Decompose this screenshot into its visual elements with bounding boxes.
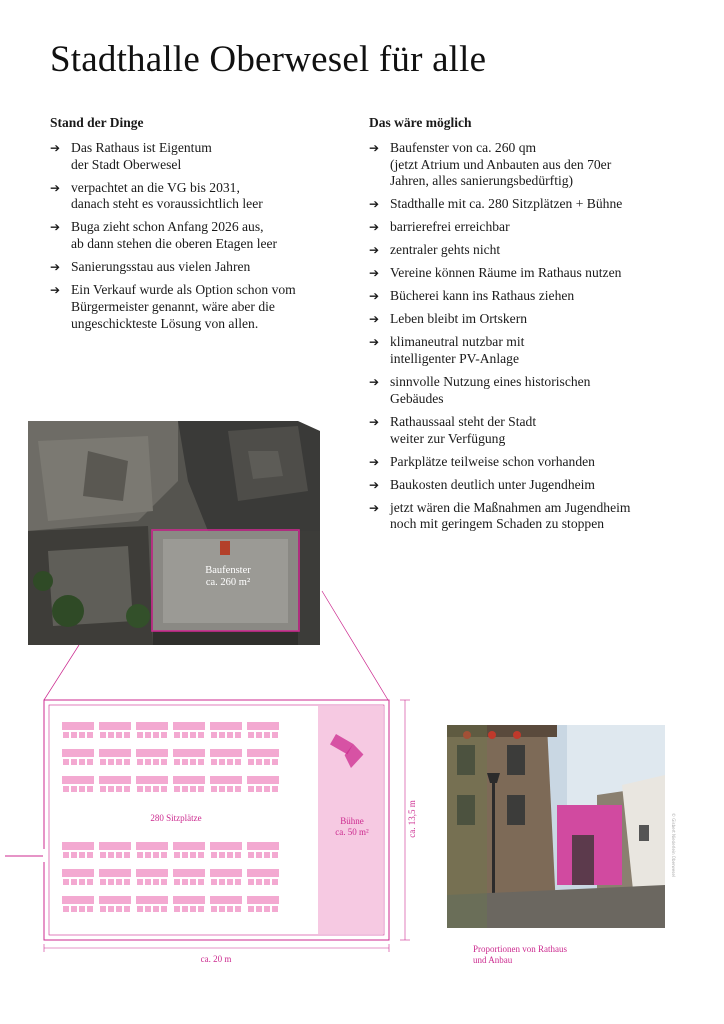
seat-block bbox=[247, 722, 279, 738]
list-item: ➔ sinnvolle Nutzung eines historischen Gebäudes bbox=[369, 374, 591, 406]
arrow-icon: ➔ bbox=[369, 220, 380, 235]
seat-block bbox=[210, 896, 242, 912]
seat-block bbox=[62, 896, 94, 912]
seat-block bbox=[173, 722, 205, 738]
possibilities-heading: Das wäre möglich bbox=[369, 115, 472, 130]
aerial-label: Baufenster ca. 260 m² bbox=[205, 565, 251, 588]
connector-line bbox=[44, 645, 79, 700]
arrow-icon: ➔ bbox=[369, 375, 380, 390]
seat-block bbox=[247, 896, 279, 912]
list-item: ➔ Das Rathaus ist Eigentum der Stadt Oberwesel bbox=[50, 139, 212, 172]
seat-block bbox=[173, 869, 205, 885]
seat-block bbox=[99, 722, 131, 738]
arrow-icon: ➔ bbox=[50, 180, 61, 195]
arrow-icon: ➔ bbox=[369, 500, 380, 515]
list-item: ➔ verpachtet an die VG bis 2031, danach steht es voraussichtlich leer bbox=[50, 179, 263, 212]
seat-block bbox=[62, 749, 94, 765]
seat-block bbox=[136, 776, 168, 792]
page-title: Stadthalle Oberwesel für alle bbox=[50, 39, 487, 80]
list-item: ➔ klimaneutral nutzbar mit intelligenter PV-Anlage bbox=[369, 334, 525, 367]
list-item: ➔ Vereine können Räume im Rathaus nutzen bbox=[369, 265, 622, 281]
arrow-icon: ➔ bbox=[50, 140, 61, 155]
status-heading: Stand der Dinge bbox=[50, 115, 144, 130]
seat-block bbox=[62, 842, 94, 858]
depth-label: ca. 13,5 m bbox=[407, 800, 417, 838]
seat-block bbox=[210, 869, 242, 885]
stage-label: Bühne ca. 50 m² bbox=[335, 816, 369, 837]
seat-block bbox=[173, 776, 205, 792]
list-item: ➔ Parkplätze teilweise schon vorhanden bbox=[369, 453, 595, 469]
seat-block bbox=[210, 749, 242, 765]
arrow-icon: ➔ bbox=[50, 283, 61, 298]
seat-block bbox=[62, 776, 94, 792]
seat-block bbox=[99, 842, 131, 858]
arrow-icon: ➔ bbox=[369, 289, 380, 304]
list-item: ➔ Ein Verkauf wurde als Option schon vom Bürgermeister genannt, wäre aber die ungeschickteste Lösung von allen. bbox=[50, 282, 296, 331]
arrow-icon: ➔ bbox=[369, 414, 380, 429]
list-item: ➔ jetzt wären die Maßnahmen am Jugendheim noch mit geringem Schaden zu stoppen bbox=[369, 499, 631, 532]
arrow-icon: ➔ bbox=[50, 220, 61, 235]
street-photo bbox=[447, 725, 665, 928]
seat-block bbox=[247, 776, 279, 792]
list-item: ➔ Sanierungsstau aus vielen Jahren bbox=[50, 259, 251, 275]
photo-caption: Proportionen von Rathaus und Anbau bbox=[473, 944, 567, 965]
list-item: ➔ Leben bleibt im Ortskern bbox=[369, 311, 528, 327]
street-photo-drawing bbox=[447, 725, 665, 928]
list-item: ➔ barrierefrei erreichbar bbox=[369, 219, 510, 235]
seat-block bbox=[99, 869, 131, 885]
seat-block bbox=[136, 896, 168, 912]
seat-block bbox=[247, 869, 279, 885]
seat-block bbox=[173, 749, 205, 765]
seat-block bbox=[136, 869, 168, 885]
seat-block bbox=[210, 842, 242, 858]
seat-block bbox=[247, 842, 279, 858]
list-item: ➔ Bücherei kann ins Rathaus ziehen bbox=[369, 288, 575, 304]
list-item: ➔ Baufenster von ca. 260 qm (jetzt Atrium und Anbauten aus den 70er Jahren, alles sanierungsbedürftig) bbox=[369, 139, 612, 189]
arrow-icon: ➔ bbox=[369, 197, 380, 212]
seat-block bbox=[62, 722, 94, 738]
seat-block bbox=[99, 749, 131, 765]
arrow-icon: ➔ bbox=[369, 477, 380, 492]
seat-block bbox=[136, 722, 168, 738]
seat-block bbox=[247, 749, 279, 765]
arrow-icon: ➔ bbox=[50, 260, 61, 275]
seat-block bbox=[136, 842, 168, 858]
list-item: ➔ Rathaussaal steht der Stadt weiter zur Verfügung bbox=[369, 413, 537, 446]
photo-credit: © Gisbert Niederlein Oberwesel bbox=[671, 813, 676, 877]
connector-line bbox=[322, 591, 388, 700]
seat-block bbox=[173, 842, 205, 858]
list-item: ➔ Stadthalle mit ca. 280 Sitzplätzen + Bühne bbox=[369, 196, 623, 212]
seats-label: 280 Sitzplätze bbox=[150, 813, 202, 823]
seat-block bbox=[99, 896, 131, 912]
seat-block bbox=[99, 776, 131, 792]
seat-block bbox=[210, 776, 242, 792]
seat-block bbox=[210, 722, 242, 738]
list-item: ➔ Baukosten deutlich unter Jugendheim bbox=[369, 476, 595, 492]
arrow-icon: ➔ bbox=[369, 312, 380, 327]
arrow-icon: ➔ bbox=[369, 335, 380, 350]
seat-block bbox=[136, 749, 168, 765]
list-item: ➔ zentraler gehts nicht bbox=[369, 242, 501, 258]
arrow-icon: ➔ bbox=[369, 454, 380, 469]
seat-block bbox=[62, 869, 94, 885]
seat-block bbox=[173, 896, 205, 912]
width-label: ca. 20 m bbox=[200, 954, 232, 964]
arrow-icon: ➔ bbox=[369, 243, 380, 258]
arrow-icon: ➔ bbox=[369, 266, 380, 281]
arrow-icon: ➔ bbox=[369, 140, 380, 155]
list-item: ➔ Buga zieht schon Anfang 2026 aus, ab dann stehen die oberen Etagen leer bbox=[50, 219, 278, 252]
